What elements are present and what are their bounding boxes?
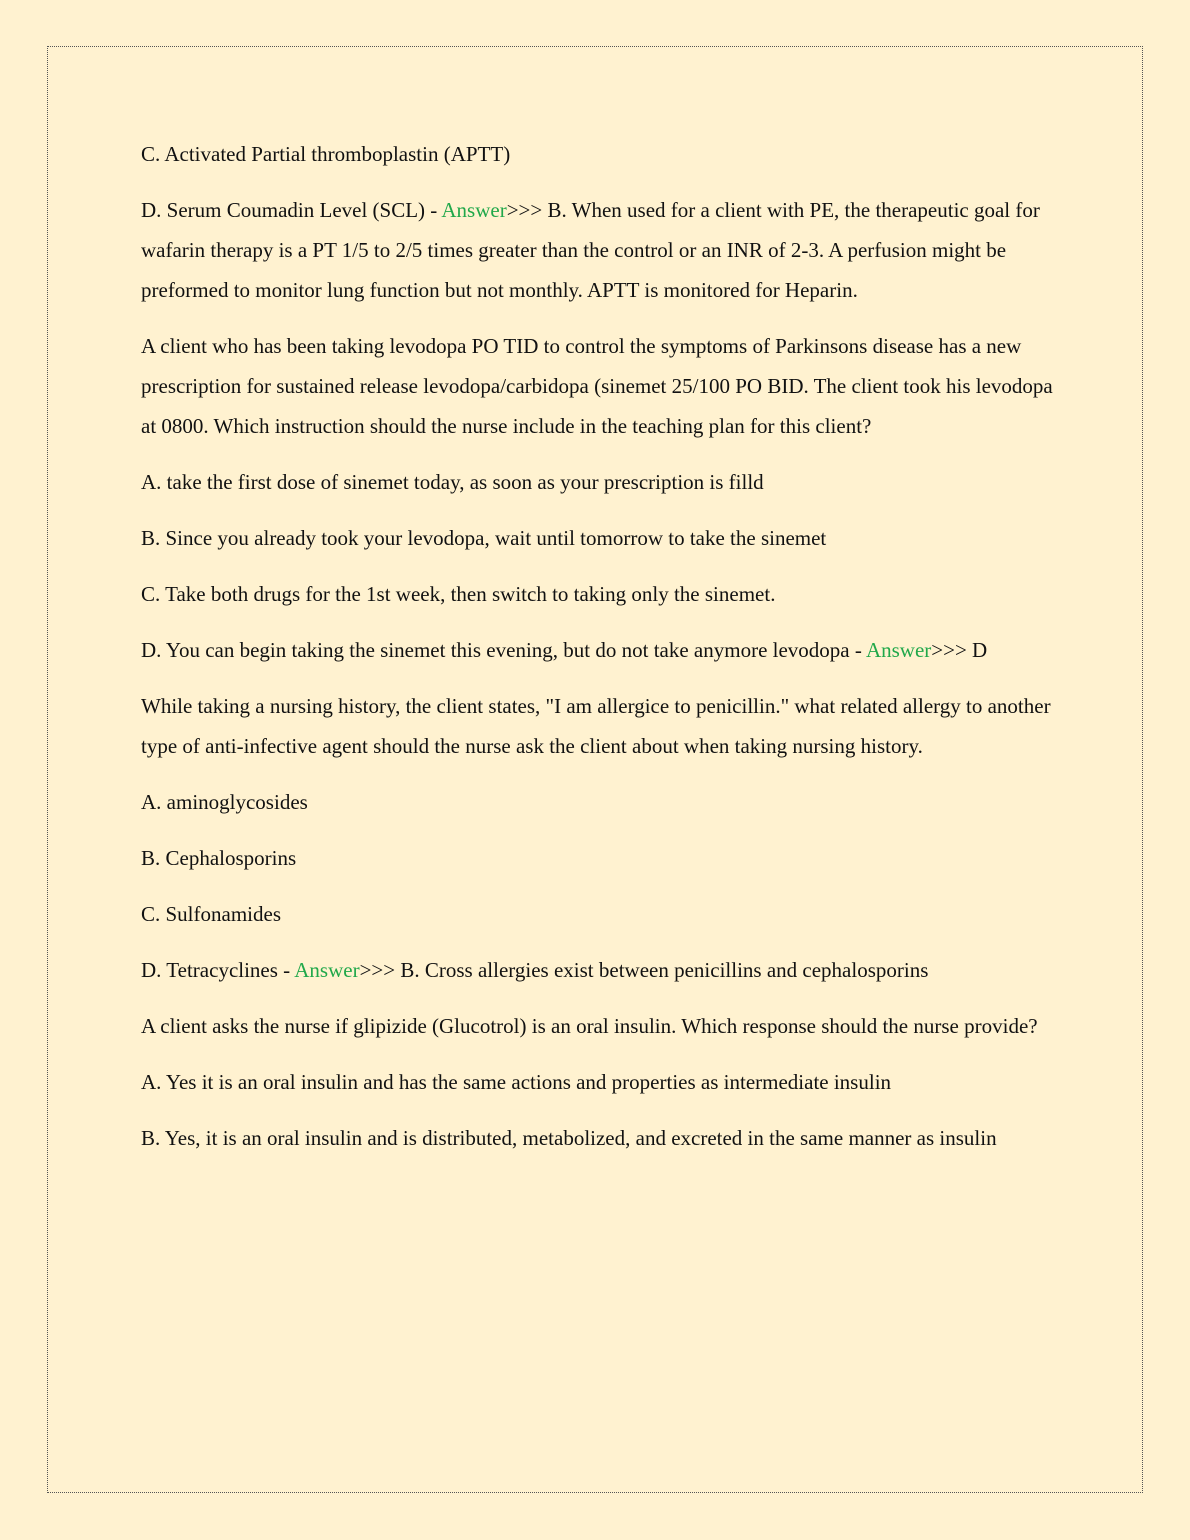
question-levodopa: A client who has been taking levodopa PO TID to control the symptoms of Parkinsons disease has a new prescription for sustained release levodopa/carbidopa (sinemet 25/100 PO BID. The client took his levodopa at 0800. Which instruction should the nurse include in the teaching plan for this client?	[141, 334, 1053, 438]
option-b-allergy: B. Cephalosporins	[141, 846, 297, 870]
option-text: D. Tetracyclines -	[141, 958, 295, 982]
option-b-levodopa: B. Since you already took your levodopa, wait until tomorrow to take the sinemet	[141, 526, 827, 550]
question-penicillin-allergy: While taking a nursing history, the client states, "I am allergice to penicillin." what related allergy to another type of anti-infective agent should the nurse ask the client about when taking nursing history.	[141, 694, 1051, 758]
option-b-glipizide: B. Yes, it is an oral insulin and is distributed, metabolized, and excreted in the same manner as insulin	[141, 1126, 997, 1150]
option-c-levodopa: C. Take both drugs for the 1st week, then switch to taking only the sinemet.	[141, 582, 776, 606]
answer-label: Answer	[865, 638, 932, 662]
option-a-allergy: A. aminoglycosides	[141, 790, 308, 814]
option-text: D. You can begin taking the sinemet this evening, but do not take anymore levodopa -	[141, 638, 866, 662]
option-a-levodopa: A. take the first dose of sinemet today, as soon as your prescription is filld	[141, 470, 764, 494]
option-d-scl-with-answer	[141, 190, 1056, 310]
answer-explanation: >>> B. When used for a client with PE, the therapeutic goal for wafarin therapy is a PT 1/5 to 2/5 times greater than the control or an INR of 2-3. A perfusion might be preformed to monitor lung function but not monthly. APTT is monitored for Heparin.	[141, 198, 1040, 302]
answer-explanation: >>> B. Cross allergies exist between penicillins and cephalosporins	[359, 958, 929, 982]
option-c-aptt: C. Activated Partial thromboplastin (APTT)	[141, 142, 511, 166]
answer-label: Answer	[441, 198, 507, 222]
option-d-allergy-with-answer	[141, 950, 1056, 990]
document-body	[141, 134, 1056, 1174]
answer-label: Answer	[294, 958, 360, 982]
option-text: D. Serum Coumadin Level (SCL) -	[141, 198, 442, 222]
option-c-allergy: C. Sulfonamides	[141, 902, 281, 926]
option-a-glipizide: A. Yes it is an oral insulin and has the same actions and properties as intermediate insulin	[141, 1070, 892, 1094]
option-d-levodopa-with-answer	[141, 630, 1056, 670]
question-glipizide: A client asks the nurse if glipizide (Glucotrol) is an oral insulin. Which response should the nurse provide?	[141, 1014, 1038, 1038]
answer-explanation: >>> D	[931, 638, 988, 662]
